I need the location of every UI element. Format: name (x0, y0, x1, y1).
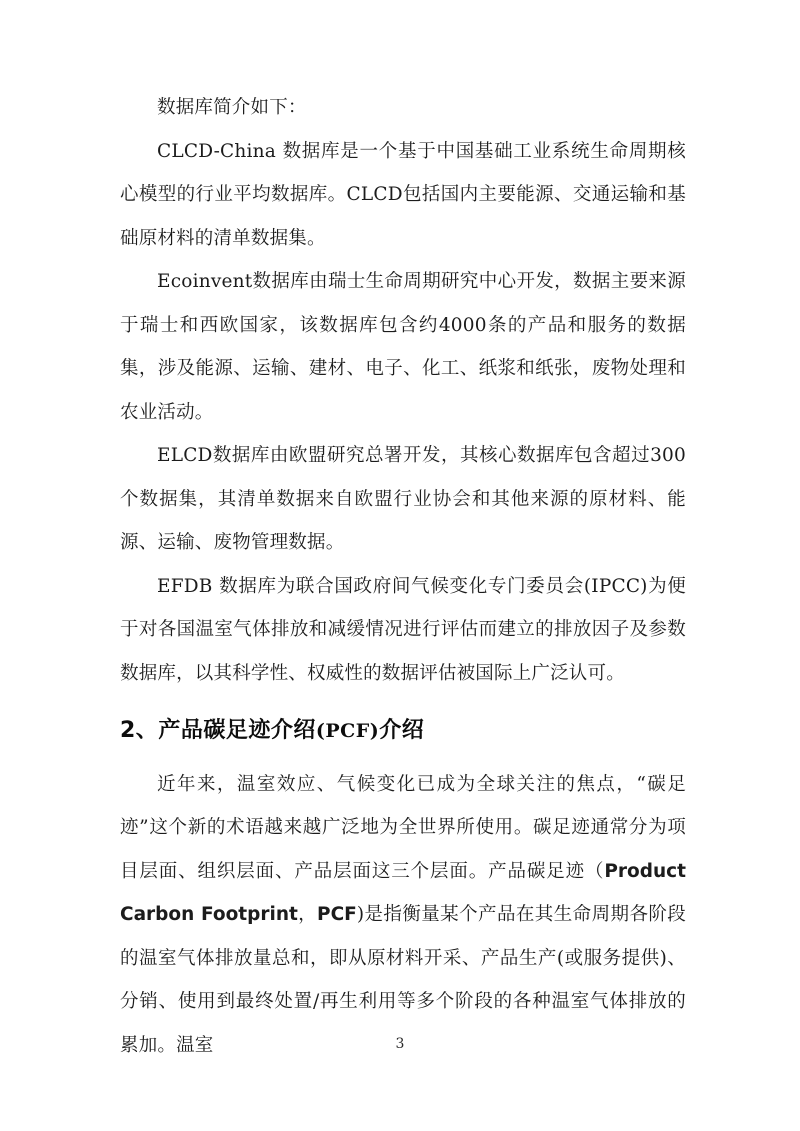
paragraph-intro-line (120, 86, 686, 130)
paragraph-text: 数据库简介如下： (157, 97, 307, 118)
page-number: 3 (395, 1036, 405, 1052)
paragraph-text: CLCD-China 数据库是一个基于中国基础工业系统生命周期核心模型的行业平均数据库。CLCD包括国内主要能源、交通运输和基础原材料的清单数据集。 (120, 140, 686, 249)
paragraph-text: EFDB 数据库为联合国政府间气候变化专门委员会(IPCC)为便于对各国温室气体排放和减缓情况进行评估而建立的排放因子及参数数据库，以其科学性、权威性的数据评估被国际上广泛认可。 (120, 575, 686, 684)
paragraph-text: Ecoinvent数据库由瑞士生命周期研究中心开发，数据主要来源于瑞士和西欧国家，该数据库包含约4000条的产品和服务的数据集，涉及能源、运输、建材、电子、化工、纸浆和纸张，废物处理和农业活动。 (120, 271, 686, 423)
section-heading-title-after: 介绍 (379, 718, 425, 743)
pcf-text-part-2: ， (297, 904, 318, 925)
pcf-bold-term-pcf: PCF (317, 904, 357, 925)
section-heading-pcf (120, 709, 686, 754)
section-heading-abbrev: (PCF) (315, 720, 380, 742)
section-heading-number: 2、 (120, 718, 159, 743)
paragraph-pcf-definition (120, 763, 686, 1068)
paragraph-ecoinvent (120, 260, 686, 434)
paragraph-text: ELCD数据库由欧盟研究总署开发，其核心数据库包含超过300个数据集，其清单数据来自欧盟行业协会和其他来源的原材料、能源、运输、废物管理数据。 (120, 445, 686, 553)
paragraph-efdb (120, 565, 686, 696)
paragraph-elcd (120, 434, 686, 565)
pcf-bold-term-product-carbon-footprint: Product Carbon Footprint (120, 860, 686, 925)
heading-spacer-above (120, 695, 686, 709)
pcf-text-part-1: 近年来，温室效应、气候变化已成为全球关注的焦点，“碳足迹”这个新的术语越来越广泛地为全世界所使用。碳足迹通常分为项目层面、组织层面、产品层面这三个层面。产品碳足迹（ (120, 773, 686, 882)
paragraph-clcd-china (120, 130, 686, 261)
section-heading-title-before: 产品碳足迹介绍 (158, 718, 316, 743)
page-content (120, 86, 686, 1067)
pcf-text-part-3: )是指衡量某个产品在其生命周期各阶段的温室气体排放量总和，即从原材料开采、产品生产(或服务提供)、分销、使用到最终处置/再生利用等多个阶段的各种温室气体排放的累加。温室 (120, 904, 687, 1056)
heading-spacer-below (120, 754, 686, 763)
